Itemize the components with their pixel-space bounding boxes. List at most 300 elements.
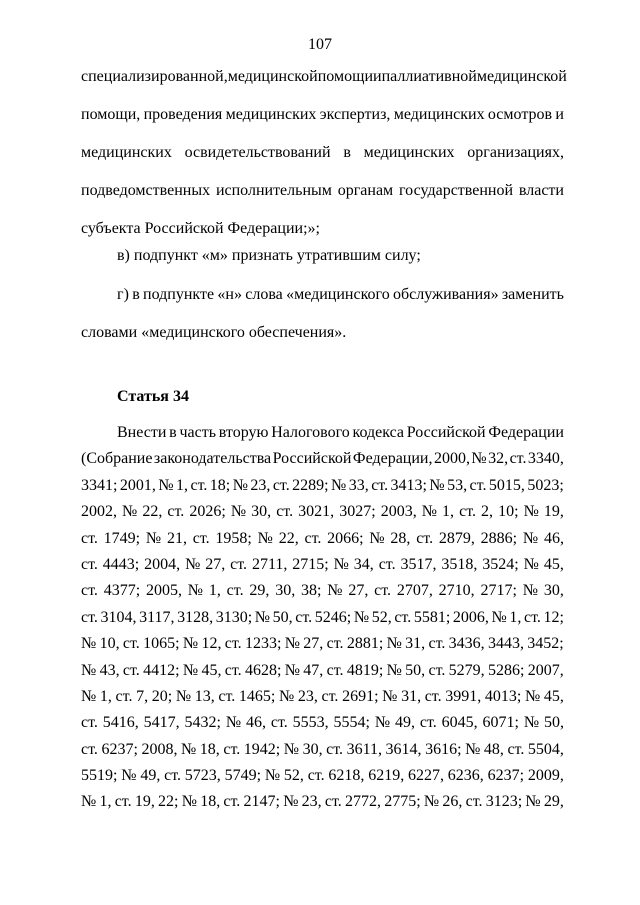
word: ст. <box>122 635 140 653</box>
word: в <box>132 286 140 303</box>
word: № <box>465 740 481 758</box>
word: освидетельствований <box>184 144 331 161</box>
word: № <box>264 767 281 785</box>
word: 3614, <box>385 740 422 758</box>
word: ст. <box>371 476 389 494</box>
text-line <box>81 737 564 763</box>
word: ст. <box>224 635 242 653</box>
word: 1942; <box>243 740 281 758</box>
word: № <box>331 476 347 494</box>
text-line <box>81 684 564 710</box>
word: № <box>175 687 192 705</box>
word: медицинских <box>363 144 455 161</box>
text-line <box>81 710 564 736</box>
word: ст. <box>469 476 487 494</box>
word: ст. <box>394 608 412 626</box>
word: 6237; <box>101 740 138 758</box>
word: ст. <box>122 661 140 679</box>
word: 52, <box>283 767 304 785</box>
word: кодекса <box>352 424 405 441</box>
word: специализированной, <box>81 68 228 85</box>
word: 5286; <box>487 661 525 679</box>
word: 13, <box>194 687 215 705</box>
word: 3027; <box>339 503 376 521</box>
word: 3436, <box>448 635 485 653</box>
word: 2008, <box>141 740 178 758</box>
word: № <box>523 555 539 573</box>
word: 19, <box>543 503 564 521</box>
word: 50, <box>405 661 426 679</box>
word: ст. <box>114 793 132 811</box>
word: 2879, <box>438 529 475 547</box>
item-v-paragraph <box>81 243 564 269</box>
word: 3413; <box>390 476 427 494</box>
word: 3340, <box>527 450 564 468</box>
word: ст. <box>523 608 541 626</box>
word: ст. <box>424 687 442 705</box>
word: ст. <box>326 661 344 679</box>
word: ст. <box>224 661 242 679</box>
word: № <box>81 661 97 679</box>
word: 29, <box>543 793 564 811</box>
word: 1, <box>99 687 112 705</box>
word: № <box>353 608 370 626</box>
text-line <box>81 526 564 552</box>
word: ст. <box>374 582 392 600</box>
word: 18, <box>200 793 221 811</box>
word: 1465; <box>238 687 276 705</box>
word: вторую <box>218 424 269 441</box>
word: 20; <box>151 687 173 705</box>
word: 2066; <box>327 529 364 547</box>
word: 3443, <box>487 635 524 653</box>
word: № <box>180 740 197 758</box>
word: № <box>182 661 199 679</box>
word: 3123; <box>485 793 523 811</box>
word: ст. <box>326 635 344 653</box>
word: исполнительным <box>215 182 332 199</box>
word: 2711, <box>251 555 288 573</box>
word: 45, <box>201 661 222 679</box>
word: 5015, <box>488 476 525 494</box>
word: помощи <box>317 68 373 85</box>
word: № <box>257 529 273 547</box>
word: 1233; <box>244 635 282 653</box>
continuation-paragraph <box>81 64 567 242</box>
word: 1, <box>442 503 455 521</box>
word: 2717; <box>480 582 517 600</box>
word: 2881; <box>346 635 384 653</box>
word: 22, <box>278 529 299 547</box>
word: паллиативной <box>381 68 477 85</box>
word: ст. <box>416 529 434 547</box>
article-heading-block <box>81 384 564 410</box>
word: часть <box>179 424 216 441</box>
word: 5279, <box>448 661 485 679</box>
word: № <box>421 503 437 521</box>
word: 12, <box>201 635 222 653</box>
word: законодательства <box>153 450 272 468</box>
word: 2289; <box>292 476 329 494</box>
text-line <box>81 499 564 525</box>
word: (Собрание <box>81 450 153 468</box>
word: ст. <box>272 476 290 494</box>
word: государственной <box>399 182 514 199</box>
word: 23, <box>301 793 322 811</box>
word: № <box>283 793 299 811</box>
word: 23, <box>250 476 271 494</box>
article-body <box>81 420 564 815</box>
text-line <box>81 473 564 499</box>
word: 3452; <box>527 635 564 653</box>
word: 3104, <box>100 608 137 626</box>
word: 3130; <box>215 608 253 626</box>
word: 49, <box>140 767 161 785</box>
article-heading: Статья 34 <box>117 388 189 405</box>
word: 4628; <box>244 661 282 679</box>
word: № <box>81 793 97 811</box>
word: экспертиз, <box>319 106 391 123</box>
word: органам <box>337 182 394 199</box>
word: 28, <box>390 529 411 547</box>
word: № <box>333 555 349 573</box>
word: 3128, <box>177 608 214 626</box>
word: 30, <box>543 582 564 600</box>
word: 5581; <box>413 608 451 626</box>
word: 5519; <box>81 767 118 785</box>
word: ст. <box>326 740 344 758</box>
word: 6227, <box>407 767 444 785</box>
word: 2001, <box>119 476 156 494</box>
word: власти <box>518 182 564 199</box>
word: ст. <box>276 503 294 521</box>
word: ст. <box>509 450 527 468</box>
word: 33, <box>348 476 369 494</box>
word: № <box>232 476 248 494</box>
word: 46, <box>543 529 564 547</box>
word: № <box>386 661 402 679</box>
word: 4377; <box>103 582 141 600</box>
text-line: словами «медицинского обеспечения». <box>81 324 347 341</box>
word: № <box>423 793 440 811</box>
word: № <box>522 582 539 600</box>
word: проведения <box>143 106 223 123</box>
word: № <box>145 529 162 547</box>
word: ст. <box>164 767 181 785</box>
word: медицинских <box>225 106 317 123</box>
word: 32, <box>488 450 509 468</box>
word: 6236, <box>447 767 484 785</box>
word: № <box>382 687 398 705</box>
word: 5246; <box>314 608 352 626</box>
word: 2002, <box>81 503 117 521</box>
word: 4412; <box>143 661 180 679</box>
word: 2007, <box>527 661 564 679</box>
word: 2775; <box>384 793 421 811</box>
word: 2147; <box>243 793 280 811</box>
word: 6237; <box>487 767 525 785</box>
word: № <box>523 503 539 521</box>
word: ст. <box>81 740 98 758</box>
text-line <box>81 789 564 815</box>
word: 6218, <box>328 767 365 785</box>
word: № <box>181 793 197 811</box>
word: № <box>284 635 300 653</box>
word: 4819; <box>346 661 384 679</box>
word: 31, <box>405 635 426 653</box>
text-line <box>81 64 567 90</box>
word: 4443; <box>102 555 140 573</box>
word: ст. <box>465 793 483 811</box>
word: № <box>471 450 487 468</box>
text-line <box>81 178 564 204</box>
word: 18, <box>199 740 220 758</box>
word: Российской <box>406 424 486 441</box>
word: заменить <box>501 286 564 303</box>
word: помощи, <box>81 106 141 123</box>
word: 2005, <box>145 582 182 600</box>
word: 2026; <box>189 503 226 521</box>
word: 2715; <box>292 555 329 573</box>
word: организациях, <box>467 144 564 161</box>
word: ст. <box>81 555 98 573</box>
word: и <box>555 106 564 123</box>
word: ст. <box>428 661 446 679</box>
word: 6219, <box>368 767 405 785</box>
word: № <box>230 503 247 521</box>
word: 30, <box>275 582 296 600</box>
word: ст. <box>190 476 208 494</box>
word: 52, <box>371 608 392 626</box>
word: 6071; <box>482 714 519 732</box>
text-line <box>81 763 564 789</box>
word: 19, <box>134 793 155 811</box>
word: № <box>182 635 199 653</box>
word: 27, <box>348 582 369 600</box>
word: ст. <box>295 608 313 626</box>
word: 23, <box>297 687 318 705</box>
word: 1, <box>99 793 112 811</box>
word: 3991, <box>445 687 482 705</box>
word: 5504, <box>527 740 564 758</box>
word: 27, <box>303 635 324 653</box>
word: 5723, <box>184 767 221 785</box>
word: № <box>525 793 541 811</box>
word: ст. <box>378 555 396 573</box>
word: Российской <box>272 450 352 468</box>
word: 1958; <box>215 529 252 547</box>
word: медицинской <box>227 68 318 85</box>
word: 34, <box>353 555 374 573</box>
word: Федерации, <box>352 450 433 468</box>
page-number: 107 <box>308 36 332 53</box>
word: 2707, <box>396 582 433 600</box>
word: в <box>169 424 177 441</box>
word: № <box>187 582 204 600</box>
word: ст. <box>81 529 98 547</box>
word: «медицинского <box>286 286 390 303</box>
word: 48, <box>483 740 504 758</box>
word: 2710, <box>438 582 475 600</box>
word: ст. <box>115 687 133 705</box>
word: ст. <box>307 767 325 785</box>
word: № <box>283 740 300 758</box>
word: № <box>225 714 242 732</box>
word: 2003, <box>380 503 417 521</box>
word: № <box>523 714 540 732</box>
word: ст. <box>226 582 244 600</box>
word: Налогового <box>271 424 350 441</box>
word: 5023; <box>527 476 564 494</box>
word: 4013; <box>484 687 522 705</box>
text-line <box>81 446 564 472</box>
word: медицинской <box>476 68 567 85</box>
word: медицинских <box>81 144 172 161</box>
word: 2009, <box>527 767 564 785</box>
word: 38; <box>301 582 322 600</box>
word: 2691; <box>342 687 379 705</box>
word: 45, <box>543 687 564 705</box>
word: 5553, <box>292 714 329 732</box>
word: 30, <box>302 740 323 758</box>
word: 1065; <box>143 635 180 653</box>
word: 50, <box>272 608 293 626</box>
word: 3021, <box>298 503 335 521</box>
word: ст. <box>507 740 525 758</box>
word: № <box>284 661 300 679</box>
word: 1, <box>208 582 221 600</box>
word: № <box>386 635 402 653</box>
word: № <box>121 767 137 785</box>
text-line <box>81 282 564 308</box>
text-line: субъекта Российской Федерации;»; <box>81 220 320 237</box>
text-line <box>81 420 564 446</box>
word: № <box>491 608 507 626</box>
word: 27, <box>205 555 226 573</box>
word: 5749; <box>224 767 262 785</box>
word: 22; <box>158 793 179 811</box>
word: 3341; <box>81 476 118 494</box>
word: 3517, <box>400 555 437 573</box>
word: № <box>524 687 541 705</box>
word: и <box>373 68 382 85</box>
word: 29, <box>249 582 270 600</box>
text-line <box>81 140 564 166</box>
word: ст. <box>230 555 248 573</box>
word: 2886; <box>480 529 518 547</box>
word: 2006, <box>452 608 489 626</box>
word: ст. <box>81 714 98 732</box>
word: ст. <box>81 582 98 600</box>
word: 5432; <box>184 714 221 732</box>
word: № <box>81 687 97 705</box>
text-line <box>81 658 564 684</box>
word: № <box>81 635 97 653</box>
word: 6045, <box>441 714 478 732</box>
word: ст. <box>218 687 236 705</box>
word: подведомственных <box>81 182 211 199</box>
text-line <box>81 578 564 604</box>
word: 3117, <box>139 608 175 626</box>
word: ст. <box>428 635 446 653</box>
word: № <box>522 529 539 547</box>
word: 26, <box>442 793 463 811</box>
word: № <box>158 476 174 494</box>
word: 2, <box>481 503 494 521</box>
word: 18; <box>209 476 231 494</box>
word: обслуживания» <box>393 286 499 303</box>
word: 1749; <box>103 529 141 547</box>
word: № <box>369 529 385 547</box>
word: 2000, <box>433 450 470 468</box>
word: ст. <box>81 608 98 626</box>
word: 5416, <box>102 714 139 732</box>
text-line: в) подпункт «м» признать утратившим силу; <box>117 247 421 264</box>
word: осмотров <box>487 106 553 123</box>
word: 10; <box>498 503 519 521</box>
word: Федерации <box>488 424 564 441</box>
word: 3616; <box>425 740 462 758</box>
word: 7, <box>136 687 149 705</box>
word: № <box>122 503 138 521</box>
word: ст. <box>270 714 288 732</box>
word: 21, <box>166 529 187 547</box>
word: № <box>278 687 295 705</box>
word: 50, <box>543 714 564 732</box>
word: 12; <box>543 608 564 626</box>
word: № <box>327 582 343 600</box>
word: 3518, <box>441 555 478 573</box>
word: 53, <box>447 476 468 494</box>
word: «н» <box>217 286 242 303</box>
word: № <box>185 555 201 573</box>
word: № <box>429 476 445 494</box>
word: ст. <box>324 793 342 811</box>
word: г) <box>117 286 129 303</box>
word: № <box>374 714 391 732</box>
word: 5554; <box>333 714 370 732</box>
word: Внести <box>117 424 167 441</box>
word: 5417, <box>143 714 180 732</box>
word: ст. <box>223 740 241 758</box>
word: 2772, <box>345 793 381 811</box>
word: 49, <box>394 714 415 732</box>
word: слова <box>245 286 283 303</box>
word: ст. <box>304 529 322 547</box>
word: подпункте <box>143 286 215 303</box>
item-g-paragraph <box>81 282 564 346</box>
word: 1, <box>509 608 522 626</box>
word: 43, <box>99 661 120 679</box>
word: ст. <box>192 529 210 547</box>
word: 30, <box>251 503 272 521</box>
word: в <box>343 144 351 161</box>
word: 3524; <box>482 555 519 573</box>
word: 45, <box>543 555 564 573</box>
word: ст. <box>459 503 476 521</box>
word: ст. <box>223 793 241 811</box>
word: 46, <box>245 714 266 732</box>
word: 2004, <box>144 555 181 573</box>
word: 47, <box>303 661 324 679</box>
word: ст. <box>419 714 437 732</box>
word: медицинских <box>393 106 485 123</box>
word: 31, <box>401 687 422 705</box>
word: 3611, <box>346 740 382 758</box>
text-line <box>81 605 564 631</box>
word: № <box>254 608 271 626</box>
text-line <box>81 631 564 657</box>
